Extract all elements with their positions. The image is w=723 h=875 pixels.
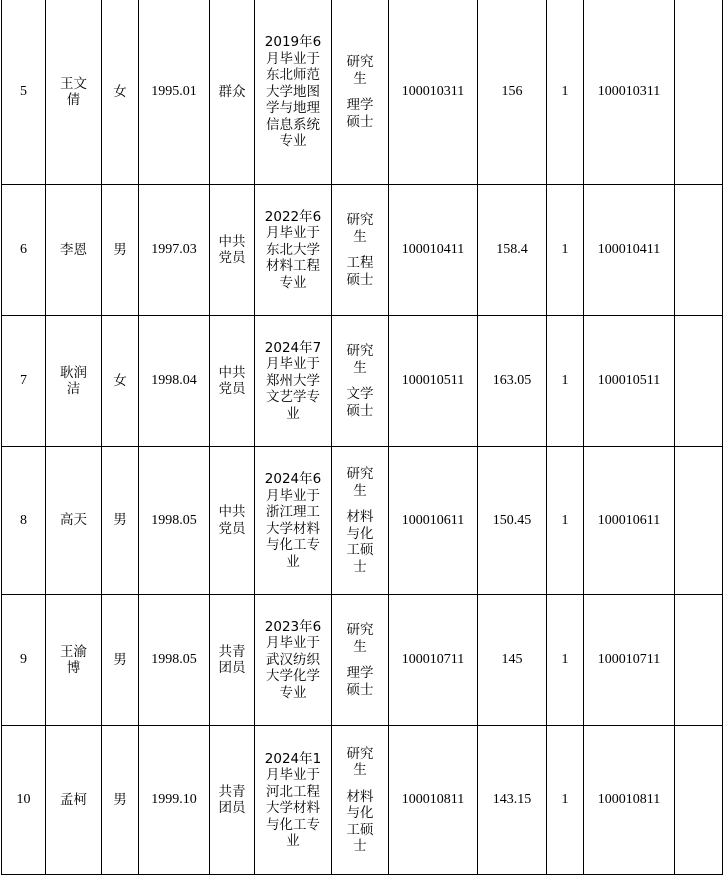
- exam-number-cell: 100010811: [584, 726, 675, 875]
- remarks-cell: [675, 0, 723, 185]
- education-text: 2024年7月毕业于郑州大学文艺学专业: [264, 339, 322, 422]
- education-level-cell: [332, 447, 389, 595]
- gender-cell: 男: [102, 447, 139, 595]
- table-row: [2, 595, 723, 726]
- education-cell: [255, 0, 332, 185]
- education-cell: [255, 316, 332, 447]
- position-code-cell: 100010311: [389, 0, 478, 185]
- name-cell: [46, 447, 102, 595]
- remarks-cell: [675, 595, 723, 726]
- education-level-text: 研究生: [346, 622, 374, 655]
- political-status-cell: [210, 726, 255, 875]
- exam-number-cell: 100010711: [584, 595, 675, 726]
- count-cell: 1: [547, 185, 584, 316]
- education-level-cell: [332, 595, 389, 726]
- table-row: [2, 447, 723, 595]
- table-row: [2, 726, 723, 875]
- exam-number-cell: 100010511: [584, 316, 675, 447]
- political-status-text: 共青团员: [218, 643, 246, 676]
- count-cell: 1: [547, 0, 584, 185]
- row-number-cell: 5: [2, 0, 46, 185]
- political-status-cell: [210, 595, 255, 726]
- education-cell: [255, 726, 332, 875]
- political-status-cell: [210, 0, 255, 185]
- name-cell: [46, 316, 102, 447]
- name-text: 王渝博: [60, 643, 87, 676]
- degree-text: 理学硕士: [346, 97, 374, 130]
- education-cell: [255, 185, 332, 316]
- name-text: 王文倩: [60, 75, 87, 108]
- education-text: 2024年1月毕业于河北工程大学材料与化工专业: [264, 750, 322, 849]
- name-cell: [46, 595, 102, 726]
- education-level-cell: [332, 0, 389, 185]
- education-level-text: 研究生: [346, 343, 374, 376]
- degree-text: 材料与化工硕士: [346, 788, 374, 854]
- birth-date-cell: 1997.03: [139, 185, 210, 316]
- name-text: 李恩: [60, 241, 87, 258]
- education-level-group: [344, 54, 376, 130]
- row-number-cell: 6: [2, 185, 46, 316]
- position-code-cell: 100010411: [389, 185, 478, 316]
- political-status-text: 群众: [218, 83, 246, 100]
- score-cell: 143.15: [478, 726, 547, 875]
- position-code-cell: 100010511: [389, 316, 478, 447]
- political-status-text: 中共党员: [218, 504, 246, 537]
- degree-text: 文学硕士: [346, 386, 374, 419]
- education-cell: [255, 447, 332, 595]
- political-status-text: 共青团员: [218, 783, 246, 816]
- score-cell: 163.05: [478, 316, 547, 447]
- name-cell: [46, 185, 102, 316]
- education-level-group: [344, 622, 376, 698]
- remarks-cell: [675, 185, 723, 316]
- degree-text: 工程硕士: [346, 255, 374, 288]
- name-text: 耿润洁: [60, 364, 87, 397]
- row-number-cell: 8: [2, 447, 46, 595]
- name-cell: [46, 726, 102, 875]
- score-cell: 158.4: [478, 185, 547, 316]
- education-level-group: [344, 343, 376, 419]
- gender-cell: 男: [102, 595, 139, 726]
- political-status-text: 中共党员: [218, 233, 246, 266]
- name-text: 孟柯: [60, 791, 87, 808]
- score-cell: 150.45: [478, 447, 547, 595]
- name-text: 高天: [60, 512, 87, 529]
- education-level-group: [344, 466, 376, 575]
- degree-text: 理学硕士: [346, 665, 374, 698]
- row-number-cell: 7: [2, 316, 46, 447]
- education-level-cell: [332, 726, 389, 875]
- political-status-cell: [210, 185, 255, 316]
- position-code-cell: 100010711: [389, 595, 478, 726]
- score-cell: 145: [478, 595, 547, 726]
- birth-date-cell: 1999.10: [139, 726, 210, 875]
- table-row: [2, 0, 723, 185]
- count-cell: 1: [547, 447, 584, 595]
- education-text: 2022年6月毕业于东北大学材料工程专业: [264, 208, 322, 291]
- table-row: [2, 316, 723, 447]
- exam-number-cell: 100010311: [584, 0, 675, 185]
- exam-number-cell: 100010411: [584, 185, 675, 316]
- education-level-text: 研究生: [346, 212, 374, 245]
- candidate-table: [1, 0, 723, 875]
- count-cell: 1: [547, 726, 584, 875]
- education-level-cell: [332, 316, 389, 447]
- education-text: 2024年6月毕业于浙江理工大学材料与化工专业: [264, 471, 322, 570]
- education-cell: [255, 595, 332, 726]
- degree-text: 材料与化工硕士: [346, 509, 374, 575]
- birth-date-cell: 1995.01: [139, 0, 210, 185]
- education-text: 2019年6月毕业于东北师范大学地图学与地理信息系统专业: [264, 34, 322, 150]
- count-cell: 1: [547, 595, 584, 726]
- name-cell: [46, 0, 102, 185]
- education-text: 2023年6月毕业于武汉纺织大学化学专业: [264, 618, 322, 701]
- political-status-text: 中共党员: [218, 364, 246, 397]
- political-status-cell: [210, 316, 255, 447]
- education-level-cell: [332, 185, 389, 316]
- education-level-text: 研究生: [346, 745, 374, 778]
- exam-number-cell: 100010611: [584, 447, 675, 595]
- education-level-group: [344, 212, 376, 288]
- score-cell: 156: [478, 0, 547, 185]
- education-level-group: [344, 746, 376, 855]
- political-status-cell: [210, 447, 255, 595]
- education-level-text: 研究生: [346, 54, 374, 87]
- gender-cell: 男: [102, 726, 139, 875]
- gender-cell: 男: [102, 185, 139, 316]
- count-cell: 1: [547, 316, 584, 447]
- table-body: [2, 0, 723, 875]
- row-number-cell: 9: [2, 595, 46, 726]
- remarks-cell: [675, 447, 723, 595]
- birth-date-cell: 1998.05: [139, 447, 210, 595]
- row-number-cell: 10: [2, 726, 46, 875]
- education-level-text: 研究生: [346, 466, 374, 499]
- gender-cell: 女: [102, 316, 139, 447]
- gender-cell: 女: [102, 0, 139, 185]
- position-code-cell: 100010611: [389, 447, 478, 595]
- position-code-cell: 100010811: [389, 726, 478, 875]
- table-row: [2, 185, 723, 316]
- birth-date-cell: 1998.05: [139, 595, 210, 726]
- remarks-cell: [675, 726, 723, 875]
- birth-date-cell: 1998.04: [139, 316, 210, 447]
- remarks-cell: [675, 316, 723, 447]
